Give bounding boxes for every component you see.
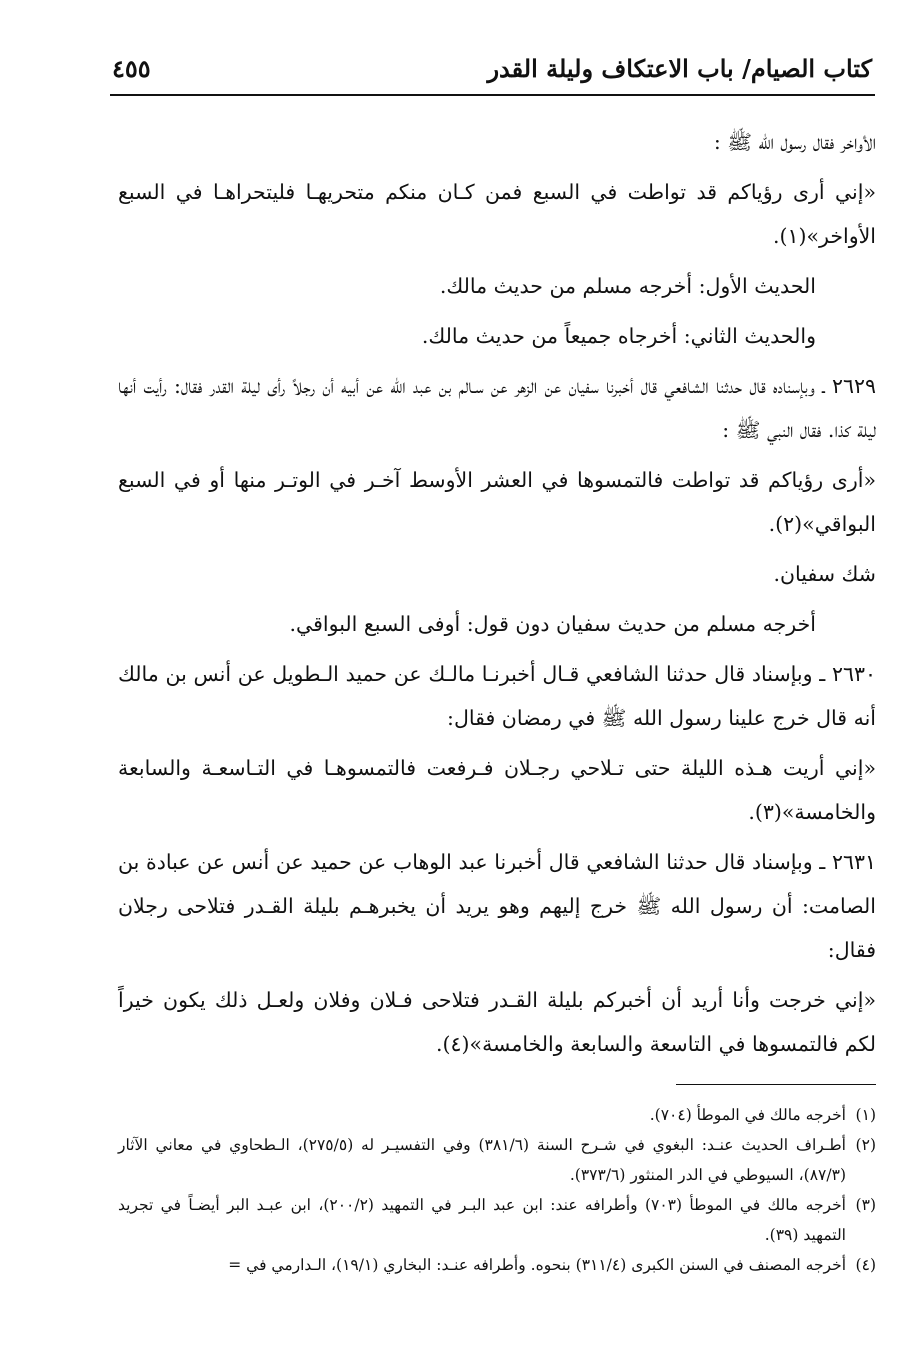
main-text <box>118 120 876 1072</box>
header-rule <box>110 94 875 96</box>
page-number: ٤٥٥ <box>112 53 151 83</box>
footnote <box>118 1130 876 1190</box>
footnote-number: (٣) <box>855 1196 876 1214</box>
paragraph: الحديث الأول: أخرجه مسلم من حديث مالك. <box>439 274 816 298</box>
footnote <box>118 1250 876 1280</box>
footnote-number: (١) <box>855 1106 876 1124</box>
footnote <box>118 1190 876 1250</box>
paragraph: شك سفيان. <box>773 562 876 586</box>
paragraph: الأواخر فقال رسول الله ﷺ : <box>713 130 876 154</box>
footnote-number: (٤) <box>855 1256 876 1274</box>
footnote <box>118 1100 876 1130</box>
hadith-quote: «إني أرى رؤياكم قد تواطت في السبع فمن كـان منكم متحريهـا فليتحراهـا في السبع الأواخر»(١). <box>118 180 876 248</box>
footnote-number: (٢) <box>855 1136 876 1154</box>
hadith-quote: «إني أريت هـذه الليلة حتى تـلاحي رجـلان فـرفعت فالتمسوهـا في التـاسعـة والسابعة والخامسة»(٣). <box>118 756 876 824</box>
hadith-quote: «أرى رؤياكم قد تواطت فالتمسوها في العشر الأوسط آخـر في الوتـر منها أو في السبع البواقي»(٢). <box>118 468 876 536</box>
footnote-rule <box>676 1084 876 1085</box>
footnote-text: أخرجه المصنف في السنن الكبرى (٣١١/٤) بنحوه. وأطرافه عنـد: البخاري (١٩/١)، الـدارمي في = <box>228 1256 846 1274</box>
hadith-quote: «إني خرجت وأنا أريد أن أخبركم بليلة القـدر فتلاحى فـلان وفلان ولعـل ذلك يكون خيراً لكم فالتمسوها في التاسعة والسابعة والخامسة»(٤). <box>118 988 876 1056</box>
hadith-entry: ٢٦٢٩ ـ وبإسناده قال حدثنا الشافعي قال أخبرنا سفيان عن الزهر عن سـالم بن عبد الله عن أبيه أن رجلاً رأى ليلة القدر فقال: رأيت أنها ليلة كذا. فقال النبي ﷺ : <box>118 374 876 442</box>
footnote-text: أخرجه مالك في الموطأ (٧٠٣) وأطرافه عند: ابن عبد البـر في التمهيد (٢٠٠/٢)، ابن عبـد البر أيضـاً في تجريد التمهيد (٣٩). <box>118 1196 846 1244</box>
header-title: كتاب الصيام/ باب الاعتكاف وليلة القدر <box>487 53 872 83</box>
footnotes <box>118 1100 876 1280</box>
running-header <box>112 46 872 90</box>
paragraph: أخرجه مسلم من حديث سفيان دون قول: أوفى السبع البواقي. <box>289 612 816 636</box>
paragraph: والحديث الثاني: أخرجاه جميعاً من حديث مالك. <box>421 324 816 348</box>
footnote-text: أخرجه مالك في الموطأ (٧٠٤). <box>649 1106 846 1124</box>
footnote-text: أطـراف الحديث عنـد: البغوي في شـرح السنة (٣٨١/٦) وفي التفسيـر له (٢٧٥/٥)، الـطحاوي في معاني الآثار (٨٧/٣)، السيوطي في الدر المنثور (٣٧٣/٦). <box>118 1136 846 1184</box>
hadith-entry: ٢٦٣٠ ـ وبإسناد قال حدثنا الشافعي قـال أخبرنـا مالـك عن حميد الـطويل عن أنس بن مالك أنه قال خرج علينا رسول الله ﷺ في رمضان فقال: <box>118 662 876 730</box>
hadith-entry: ٢٦٣١ ـ وبإسناد قال حدثنا الشافعي قال أخبرنا عبد الوهاب عن حميد عن أنس عن عبادة بن الصامت: أن رسول الله ﷺ خرج إليهم وهو يريد أن يخبرهـم بليلة القـدر فتلاحى رجلان فقال: <box>118 850 876 962</box>
